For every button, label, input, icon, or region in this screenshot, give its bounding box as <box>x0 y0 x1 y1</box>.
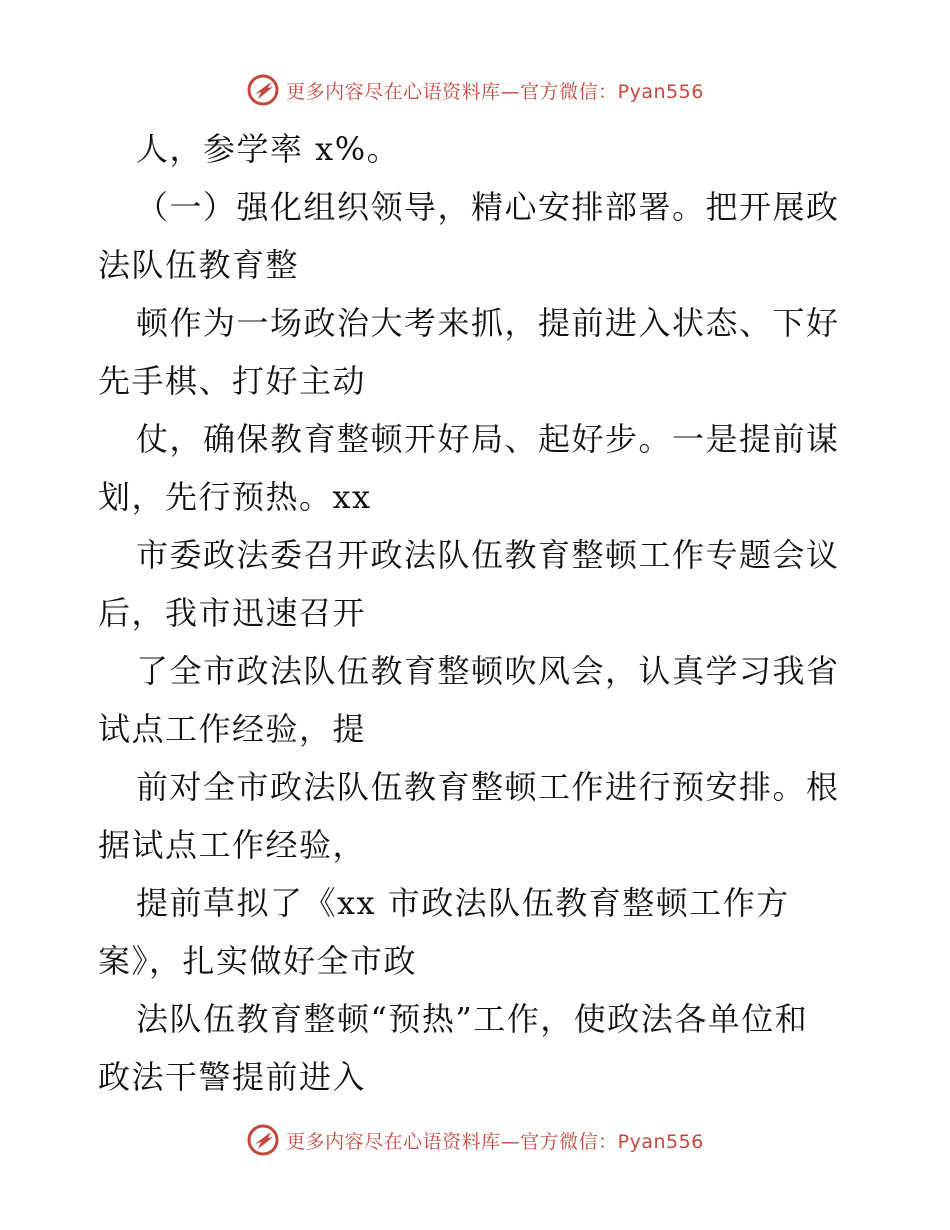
text-line: 前对全市政法队伍教育整顿工作进行预安排。根 <box>136 768 840 806</box>
text-line: 划，先行预热。xx <box>98 478 372 516</box>
watermark-text: 更多内容尽在心语资料库—官方微信：Pyan556 <box>286 1130 704 1153</box>
document-body <box>98 120 858 1106</box>
text-line: 提前草拟了《xx 市政法队伍教育整顿工作方 <box>136 884 790 922</box>
text-line: 试点工作经验，提 <box>98 710 367 748</box>
text-line: 仗，确保教育整顿开好局、起好步。一是提前谋 <box>136 420 840 458</box>
text-line: 顿作为一场政治大考来抓，提前进入状态、下好 <box>136 304 840 342</box>
text-line: 据试点工作经验， <box>98 826 367 864</box>
text-line: （一）强化组织领导，精心安排部署。把开展政 <box>136 188 840 226</box>
watermark-logo-icon <box>246 1123 280 1157</box>
text-line: 了全市政法队伍教育整顿吹风会，认真学习我省 <box>136 652 840 690</box>
text-line: 先手棋、打好主动 <box>98 362 367 400</box>
text-line: 案》，扎实做好全市政 <box>98 942 418 980</box>
text-line: 法队伍教育整顿“预热”工作，使政法各单位和 <box>136 1000 809 1038</box>
text-line: 市委政法委召开政法队伍教育整顿工作专题会议 <box>136 536 840 574</box>
text-line: 后，我市迅速召开 <box>98 594 367 632</box>
watermark-text: 更多内容尽在心语资料库—官方微信：Pyan556 <box>286 80 704 103</box>
watermark-logo-icon <box>246 73 280 107</box>
text-line: 政法干警提前进入 <box>98 1058 367 1096</box>
footer-watermark <box>0 1118 950 1162</box>
text-line: 人，参学率 x%。 <box>136 130 401 168</box>
text-line: 法队伍教育整 <box>98 246 300 284</box>
header-watermark <box>0 68 950 112</box>
